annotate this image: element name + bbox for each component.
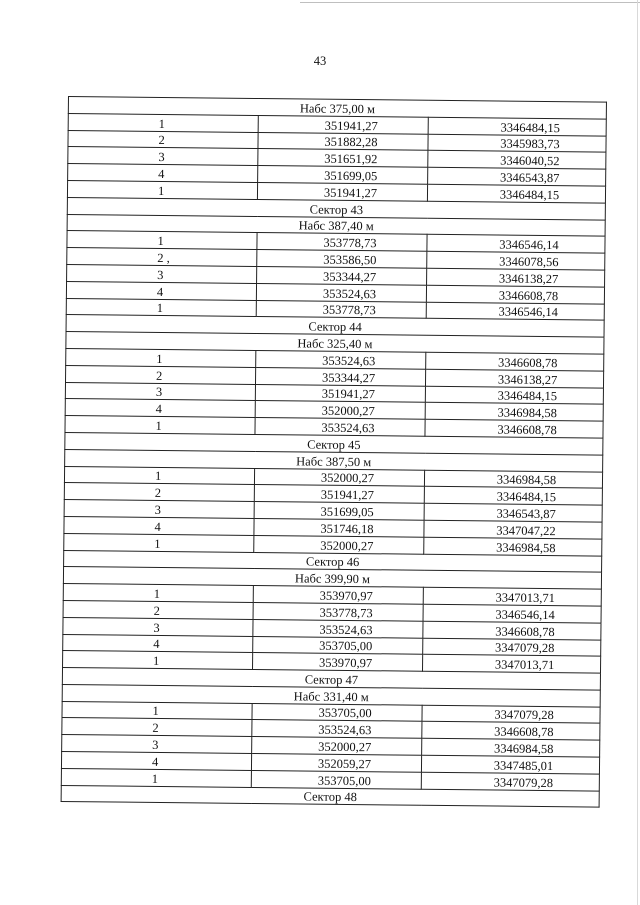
x-coordinate-cell: 351882,28 [258, 132, 428, 151]
x-coordinate-cell: 352000,27 [252, 737, 422, 756]
point-number-cell: 2 [64, 483, 254, 502]
y-coordinate-cell: 3346608,78 [422, 722, 600, 741]
y-coordinate-cell: 3346608,78 [423, 621, 601, 640]
point-number-cell: 1 [64, 533, 254, 552]
x-coordinate-cell: 351941,27 [258, 115, 428, 134]
x-coordinate-cell: 353344,27 [255, 367, 425, 386]
coordinates-table-body [61, 97, 606, 808]
point-number-cell: 1 [67, 231, 257, 250]
y-coordinate-cell: 3346608,78 [426, 285, 604, 304]
page-number: 43 [313, 54, 327, 68]
y-coordinate-cell: 3346543,87 [428, 167, 606, 186]
x-coordinate-cell: 351941,27 [257, 182, 427, 201]
point-number-cell: 3 [64, 500, 254, 519]
x-coordinate-cell: 352000,27 [254, 535, 424, 554]
point-number-cell: 3 [68, 147, 258, 166]
point-number-cell: 2 [68, 130, 258, 149]
x-coordinate-cell: 353970,97 [253, 653, 423, 672]
y-coordinate-cell: 3347047,22 [424, 520, 602, 539]
height-label: Набс 387,50 м [65, 449, 603, 471]
x-coordinate-cell: 352000,27 [254, 468, 424, 487]
y-coordinate-cell: 3347079,28 [421, 772, 599, 791]
x-coordinate-cell: 351746,18 [254, 518, 424, 537]
point-number-cell: 2 [66, 365, 256, 384]
y-coordinate-cell: 3346078,56 [427, 251, 605, 270]
y-coordinate-cell: 3346984,58 [424, 537, 602, 556]
height-label: Набс 399,90 м [63, 567, 601, 589]
height-label: Набс 325,40 м [66, 332, 604, 354]
sector-title: Сектор 44 [66, 315, 604, 337]
y-coordinate-cell: 3346138,27 [425, 369, 603, 388]
x-coordinate-cell: 352059,27 [251, 754, 421, 773]
x-coordinate-cell: 353524,63 [256, 350, 426, 369]
y-coordinate-cell: 3346484,15 [428, 117, 606, 136]
height-label: Набс 387,40 м [67, 214, 605, 236]
point-number-cell: 1 [67, 180, 257, 199]
sector-title: Сектор 46 [64, 550, 602, 572]
x-coordinate-cell: 351699,05 [258, 166, 428, 185]
point-number-cell: 1 [62, 701, 252, 720]
point-number-cell: 2 [62, 718, 252, 737]
x-coordinate-cell: 353705,00 [252, 703, 422, 722]
point-number-cell: 4 [63, 634, 253, 653]
y-coordinate-cell: 3346484,15 [425, 386, 603, 405]
y-coordinate-cell: 3346546,14 [427, 235, 605, 254]
y-coordinate-cell: 3347079,28 [423, 638, 601, 657]
point-number-cell: 1 [66, 298, 256, 317]
x-coordinate-cell: 353524,63 [253, 619, 423, 638]
x-coordinate-cell: 353524,63 [256, 283, 426, 302]
page-edge-top [300, 2, 640, 3]
point-number-cell: 4 [64, 516, 254, 535]
height-label: Набс 375,00 м [68, 97, 606, 119]
point-number-cell: 2 , [67, 248, 257, 267]
y-coordinate-cell: 3346608,78 [426, 352, 604, 371]
x-coordinate-cell: 353705,00 [253, 636, 423, 655]
point-number-cell: 1 [63, 584, 253, 603]
x-coordinate-cell: 353586,50 [257, 250, 427, 269]
point-number-cell: 1 [64, 466, 254, 485]
point-number-cell: 1 [61, 768, 251, 787]
y-coordinate-cell: 3347013,71 [422, 655, 600, 674]
y-coordinate-cell: 3347013,71 [423, 587, 601, 606]
x-coordinate-cell: 352000,27 [255, 401, 425, 420]
point-number-cell: 1 [63, 651, 253, 670]
x-coordinate-cell: 353344,27 [257, 266, 427, 285]
x-coordinate-cell: 353705,00 [251, 770, 421, 789]
point-number-cell: 3 [62, 735, 252, 754]
coordinates-table [61, 96, 607, 808]
y-coordinate-cell: 3346484,15 [424, 487, 602, 506]
page-edge-right [637, 0, 638, 905]
y-coordinate-cell: 3347485,01 [421, 755, 599, 774]
x-coordinate-cell: 353778,73 [253, 602, 423, 621]
point-number-cell: 2 [63, 600, 253, 619]
y-coordinate-cell: 3346543,87 [424, 503, 602, 522]
point-number-cell: 3 [67, 264, 257, 283]
height-label: Набс 331,40 м [62, 684, 600, 706]
point-number-cell: 4 [68, 164, 258, 183]
x-coordinate-cell: 353970,97 [253, 586, 423, 605]
y-coordinate-cell: 3347079,28 [422, 705, 600, 724]
point-number-cell: 3 [63, 617, 253, 636]
sector-title: Сектор 47 [62, 668, 600, 690]
sector-title: Сектор 48 [61, 785, 599, 807]
y-coordinate-cell: 3346138,27 [427, 268, 605, 287]
y-coordinate-cell: 3345983,73 [428, 134, 606, 153]
x-coordinate-cell: 353778,73 [256, 300, 426, 319]
x-coordinate-cell: 351941,27 [254, 485, 424, 504]
point-number-cell: 1 [66, 348, 256, 367]
x-coordinate-cell: 353778,73 [257, 233, 427, 252]
y-coordinate-cell: 3346546,14 [426, 302, 604, 321]
x-coordinate-cell: 353524,63 [252, 720, 422, 739]
point-number-cell: 4 [65, 399, 255, 418]
y-coordinate-cell: 3346040,52 [428, 151, 606, 170]
x-coordinate-cell: 351941,27 [255, 384, 425, 403]
y-coordinate-cell: 3346984,58 [425, 403, 603, 422]
x-coordinate-cell: 353524,63 [255, 418, 425, 437]
point-number-cell: 1 [65, 416, 255, 435]
sector-title: Сектор 43 [67, 197, 605, 219]
sector-title: Сектор 45 [65, 432, 603, 454]
point-number-cell: 1 [68, 113, 258, 132]
y-coordinate-cell: 3346984,58 [422, 739, 600, 758]
y-coordinate-cell: 3346984,58 [424, 470, 602, 489]
x-coordinate-cell: 351699,05 [254, 502, 424, 521]
y-coordinate-cell: 3346546,14 [423, 604, 601, 623]
point-number-cell: 4 [61, 752, 251, 771]
x-coordinate-cell: 351651,92 [258, 149, 428, 168]
point-number-cell: 3 [65, 382, 255, 401]
y-coordinate-cell: 3346484,15 [427, 184, 605, 203]
y-coordinate-cell: 3346608,78 [425, 419, 603, 438]
point-number-cell: 4 [66, 281, 256, 300]
